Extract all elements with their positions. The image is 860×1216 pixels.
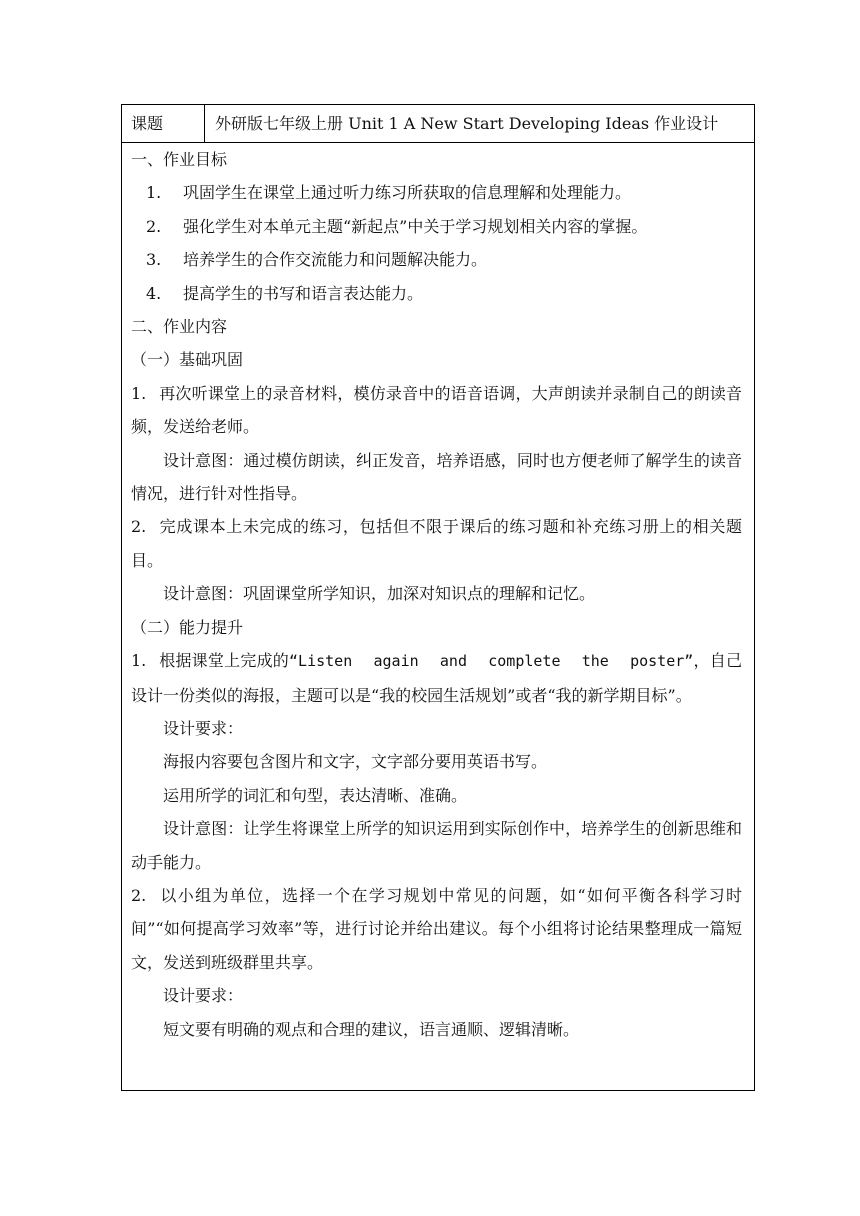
goal-text: 培养学生的合作交流能力和问题解决能力。	[183, 250, 488, 270]
goal-number: 1.	[146, 183, 162, 203]
title-row	[122, 105, 754, 143]
requirement-item: 运用所学的词汇和句型，表达清晰、准确。	[163, 785, 468, 805]
section-title-goals: 一、作业目标	[131, 150, 228, 169]
task-number: 1.	[131, 383, 147, 403]
homework-design-table	[121, 104, 755, 1091]
topic-label: 课题	[122, 105, 205, 142]
topic-value: 外研版七年级上册 Unit 1 A New Start Developing Ideas 作业设计	[215, 114, 719, 133]
task-quote: “Listen again and complete the poster”	[289, 652, 694, 671]
goal-number: 3.	[146, 250, 162, 270]
goal-item	[131, 210, 742, 243]
goal-text: 提高学生的书写和语言表达能力。	[183, 283, 424, 303]
requirement-item: 海报内容要包含图片和文字，文字部分要用英语书写。	[163, 752, 548, 772]
task-text: 以小组为单位，选择一个在学习规划中常见的问题，如“如何平衡各科学习时间”“如何提高学习效率”等，进行讨论并给出建议。每个小组将讨论结果整理成一篇短文，发送到班级群里共享。	[131, 885, 742, 972]
goal-item	[131, 243, 742, 276]
requirements-title: 设计要求：	[163, 718, 244, 738]
goal-item	[131, 277, 742, 310]
section-title-content: 二、作业内容	[131, 317, 228, 337]
task-paragraph	[131, 879, 742, 979]
requirement-item: 短文要有明确的观点和合理的建议，语言通顺、逻辑清晰。	[163, 1019, 580, 1039]
goal-number: 2.	[146, 216, 162, 236]
requirements-title: 设计要求：	[163, 986, 244, 1006]
goal-text: 强化学生对本单元主题“新起点”中关于学习规划相关内容的掌握。	[183, 216, 648, 236]
task-text: 完成课本上未完成的练习，包括但不限于课后的练习题和补充练习册上的相关题目。	[131, 517, 742, 570]
subsection-title-advanced: （二）能力提升	[131, 617, 244, 637]
content-cell	[122, 143, 754, 1046]
design-intent: 设计意图：通过模仿朗读，纠正发音，培养语感，同时也方便老师了解学生的读音情况，进行针对性指导。	[131, 450, 742, 504]
goal-item	[131, 176, 742, 209]
design-intent: 设计意图：让学生将课堂上所学的知识运用到实际创作中，培养学生的创新思维和动手能力。	[131, 819, 742, 872]
task-number: 2.	[131, 885, 147, 905]
design-intent: 设计意图：巩固课堂所学知识，加深对知识点的理解和记忆。	[163, 584, 596, 604]
task-number: 2.	[131, 517, 147, 537]
goal-text: 巩固学生在课堂上通过听力练习所获取的信息理解和处理能力。	[183, 183, 632, 203]
task-paragraph	[131, 644, 742, 712]
goal-number: 4.	[146, 283, 162, 303]
task-text-pre: 根据课堂上完成的	[159, 651, 290, 671]
task-number: 1.	[131, 651, 147, 671]
task-paragraph	[131, 377, 742, 444]
subsection-title-basic: （一）基础巩固	[131, 350, 244, 370]
task-paragraph	[131, 510, 742, 577]
task-text: 再次听课堂上的录音材料，模仿录音中的语音语调，大声朗读并录制自己的朗读音频，发送给老师。	[131, 383, 742, 437]
task-text-post: ，自己设计一份类似的海报，主题可以是“我的校园生活规划”或者“我的新学期目标”。	[131, 651, 742, 705]
